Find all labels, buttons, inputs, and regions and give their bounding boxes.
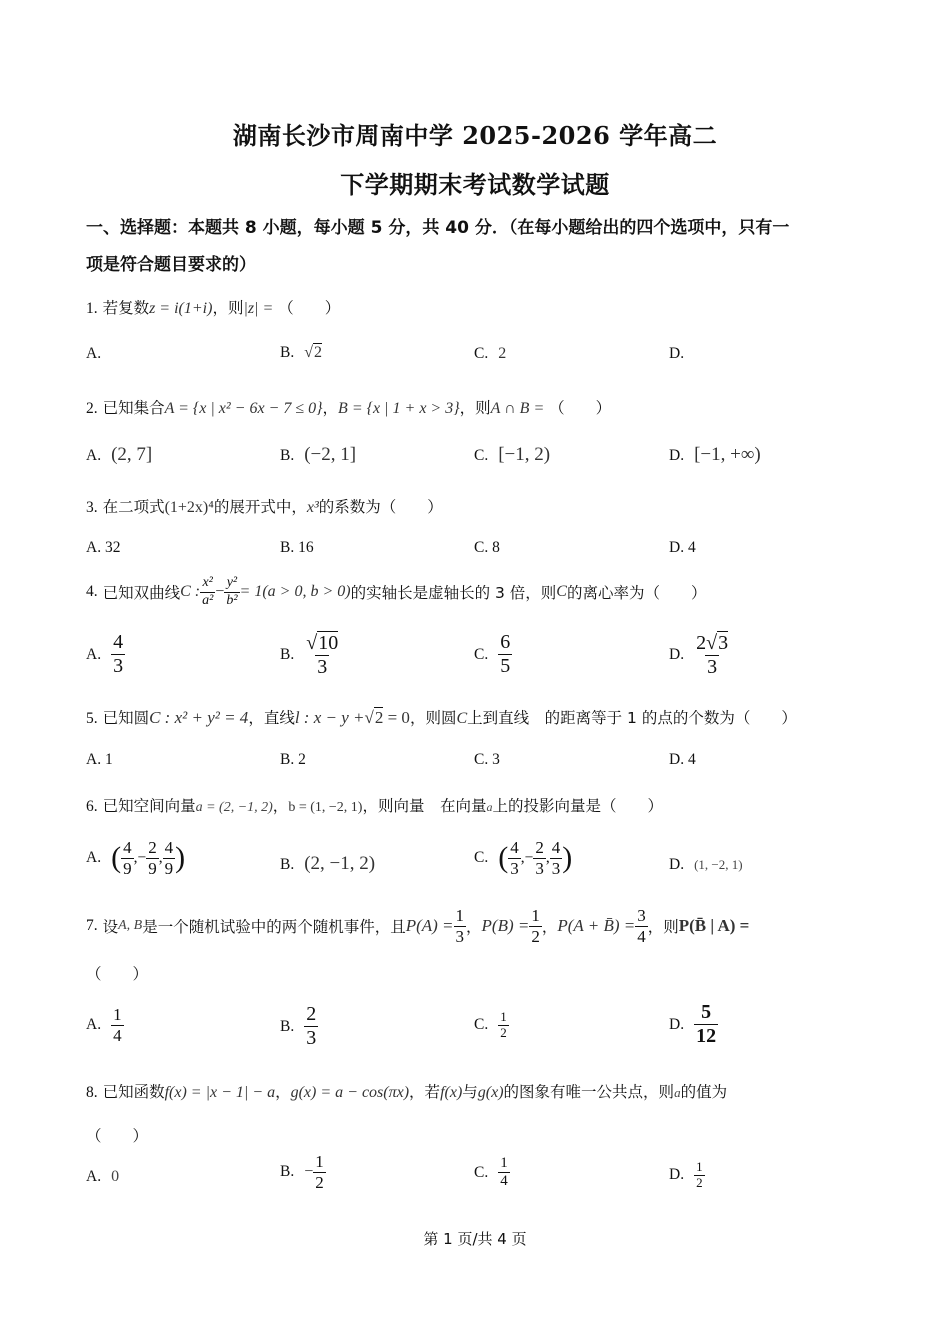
option-label: D. xyxy=(669,1166,685,1184)
math-expression: B = {x | 1 + x > 3} xyxy=(338,400,460,417)
question-text: 已知函数 xyxy=(102,1083,165,1101)
sqrt-value: 2 xyxy=(314,344,322,361)
question-number: 4. xyxy=(86,583,98,600)
option-label: B. xyxy=(280,646,295,663)
math-expression: P(B) = xyxy=(481,916,530,935)
question-7 xyxy=(86,906,749,946)
section-heading: 一、选择题：本题共 8 小题，每小题 5 分，共 40 分．（在每小题给出的四个选项中，只有一 xyxy=(86,218,790,238)
question-text: 与 xyxy=(462,1083,478,1101)
question-number: 5. xyxy=(86,710,98,727)
fraction-denominator: 2 xyxy=(500,1024,507,1040)
question-text: 已知双曲线 xyxy=(102,584,181,602)
fraction-denominator: 3 xyxy=(306,1027,317,1049)
question-text: 设 xyxy=(102,918,119,936)
fraction xyxy=(550,838,563,878)
math-operator: − xyxy=(304,1163,314,1181)
option-c: C. 8 xyxy=(474,539,500,556)
option-value: 0 xyxy=(111,1168,120,1185)
question-text: 的实轴长是虚轴长的 3 倍，则 xyxy=(350,584,557,602)
option-d xyxy=(669,444,761,466)
question-text: ， xyxy=(322,399,339,417)
option-d xyxy=(669,1160,705,1191)
option-label: A. xyxy=(86,849,102,867)
math-expression: P(A) = xyxy=(405,916,454,935)
answer-blank: （ ） xyxy=(278,299,341,317)
option-d xyxy=(669,345,694,363)
fraction xyxy=(111,1005,124,1045)
option-d: D. 4 xyxy=(669,751,696,768)
option-label: C. xyxy=(474,1016,489,1034)
fraction-denominator: 2 xyxy=(696,1174,703,1190)
option-b xyxy=(280,1003,318,1050)
fraction xyxy=(454,906,467,946)
math-expression: C xyxy=(456,710,468,727)
question-text: 是一个随机试验中的两个随机事件，且 xyxy=(142,918,406,936)
fraction xyxy=(508,838,521,878)
fraction-denominator: b² xyxy=(226,592,238,608)
math-expression: z = i(1+i) xyxy=(149,300,213,317)
option-a xyxy=(86,631,125,678)
option-label: C. xyxy=(474,345,489,362)
math-expression: g(x) xyxy=(477,1084,504,1101)
fraction-numerator: 4 xyxy=(551,838,561,857)
fraction-denominator: 2 xyxy=(531,926,540,946)
option-label: D. xyxy=(669,856,685,873)
fraction-denominator: 9 xyxy=(123,858,132,878)
answer-blank: （ ） xyxy=(549,399,612,417)
option-c xyxy=(474,444,550,466)
option-b: B. 2 xyxy=(280,751,306,768)
option-label: D. xyxy=(669,1015,685,1033)
option-b xyxy=(280,444,356,466)
option-b xyxy=(280,631,340,679)
option-d xyxy=(669,631,730,679)
option-label: C. xyxy=(474,1163,489,1181)
fraction-numerator: 1 xyxy=(315,1152,324,1171)
question-2 xyxy=(86,396,611,418)
question-7-answer-blank: （ ） xyxy=(86,965,149,983)
fraction-denominator: 12 xyxy=(696,1025,717,1047)
option-d xyxy=(669,1001,718,1048)
option-value: (2, −1, 2) xyxy=(304,853,376,874)
question-text: 的离心率为（ ） xyxy=(566,584,707,602)
question-5: 5. 已知圆C : x² + y² = 4，直线l : x − y +√2 = 0，则圆C上到直线 的距离等于 1 的点的个数为（ ） xyxy=(86,708,797,727)
question-number: 7. xyxy=(86,917,98,934)
option-label: C. xyxy=(474,447,489,464)
question-4 xyxy=(86,572,706,612)
option-c xyxy=(474,1155,510,1191)
option-label: C. xyxy=(474,645,489,663)
question-number: 8. xyxy=(86,1084,98,1101)
fraction-numerator: 4 xyxy=(510,838,519,857)
question-text: ，则圆 xyxy=(409,709,457,727)
question-text: ，直线 xyxy=(248,709,295,727)
fraction xyxy=(313,1152,326,1192)
math-expression: C xyxy=(556,583,567,600)
fraction-denominator: a² xyxy=(202,592,214,608)
fraction-denominator: 9 xyxy=(164,858,174,878)
option-value: (2, 7] xyxy=(111,444,153,465)
fraction-numerator: 4 xyxy=(123,838,132,857)
document-title-line2: 下学期期末考试数学试题 xyxy=(340,170,610,199)
question-text: 的展开式中， xyxy=(213,498,307,516)
question-number: 1. xyxy=(86,300,98,317)
fraction xyxy=(694,1001,718,1048)
fraction-numerator: 1 xyxy=(531,905,540,925)
option-a xyxy=(86,345,111,363)
math-expression: = 1(a > 0, b > 0) xyxy=(239,583,351,600)
question-1 xyxy=(86,296,340,318)
question-text: 的图象有唯一公共点，则 xyxy=(503,1083,675,1101)
fraction-denominator: 2 xyxy=(315,1172,324,1192)
question-text: 若复数 xyxy=(102,299,150,317)
fraction-numerator: 2 xyxy=(535,838,544,857)
question-text: 已知集合 xyxy=(102,399,165,417)
fraction-numerator: 2 xyxy=(306,1003,317,1025)
math-expression: f(x) xyxy=(440,1084,463,1101)
option-a xyxy=(86,1168,119,1186)
fraction xyxy=(498,1155,510,1191)
math-expression: a = (2, −1, 2) xyxy=(195,800,273,815)
fraction xyxy=(163,838,176,878)
question-8-answer-blank: （ ） xyxy=(86,1127,149,1145)
question-8 xyxy=(86,1080,727,1102)
fraction-denominator: 3 xyxy=(707,656,718,678)
document-title-line1: 湖南长沙市周南中学 2025-2026 学年高二 xyxy=(232,121,718,150)
question-3 xyxy=(86,495,443,517)
option-label: A. xyxy=(86,447,102,464)
fraction-numerator: 1 xyxy=(113,1005,122,1024)
option-label: B. xyxy=(280,344,295,361)
fraction-numerator: 3 xyxy=(637,905,646,925)
question-number: 6. xyxy=(86,798,98,815)
option-label: B. xyxy=(280,447,295,464)
option-d: D. 4 xyxy=(669,539,696,556)
math-expression: C : xyxy=(180,583,201,600)
fraction-denominator: 4 xyxy=(113,1025,122,1045)
math-expression: P(B̄ | A) = xyxy=(678,916,750,935)
math-expression: P(A + B̄) = xyxy=(557,916,636,935)
question-text: 的值为 xyxy=(680,1083,728,1101)
fraction xyxy=(533,838,546,878)
option-label: B. xyxy=(280,1017,295,1035)
fraction: $\frac{2√3}{3}$ xyxy=(696,632,729,678)
math-expression: A ∩ B = xyxy=(490,400,545,417)
option-label: B. xyxy=(280,1163,295,1181)
option-label: D. xyxy=(669,345,685,362)
math-expression: C : x² + y² = 4 xyxy=(149,708,249,727)
fraction xyxy=(529,906,542,946)
option-b xyxy=(280,853,375,875)
separator: ， xyxy=(541,918,558,936)
option-c xyxy=(474,345,506,363)
math-expression: b = (1, −2, 1) xyxy=(288,800,363,815)
question-text: 已知空间向量 xyxy=(102,797,196,815)
fraction xyxy=(146,838,159,878)
option-b: B. √2 xyxy=(280,344,322,361)
option-b xyxy=(280,1152,326,1192)
option-label: C. xyxy=(474,849,489,867)
fraction-denominator: 3 xyxy=(551,858,561,878)
fraction xyxy=(200,575,215,608)
math-operator: − xyxy=(215,583,225,600)
sqrt-value: 10 xyxy=(318,632,339,654)
option-d xyxy=(669,856,743,874)
option-label: A. xyxy=(86,1168,102,1185)
fraction-numerator: 4 xyxy=(113,631,124,653)
math-expression: l : x − y + xyxy=(294,708,365,727)
option-a: A. 1 xyxy=(86,751,113,768)
fraction xyxy=(111,631,125,678)
question-text: 上的投影向量是（ ） xyxy=(492,797,663,815)
page-footer: 第 1 页/共 4 页 xyxy=(423,1230,527,1248)
question-text: ， xyxy=(272,797,289,815)
fraction-numerator: x² xyxy=(202,575,213,591)
question-text: ，则向量 在向量 xyxy=(362,797,487,815)
fraction-numerator: 1 xyxy=(500,1009,507,1024)
option-a: A. ( $\frac{4}{9}$ ,− $\frac{2}{9}$ , $\frac{4}{9}$ ) xyxy=(86,838,186,878)
fraction-numerator: 4 xyxy=(164,838,174,857)
math-expression: = 0 xyxy=(387,708,410,727)
question-text: 已知圆 xyxy=(102,709,150,727)
question-text: ，则 xyxy=(212,299,244,317)
fraction xyxy=(304,1003,318,1050)
option-c: C. 3 xyxy=(474,751,500,768)
question-text: ， xyxy=(275,1083,291,1101)
fraction-denominator: 3 xyxy=(113,655,124,677)
math-expression: A = {x | x² − 6x − 7 ≤ 0} xyxy=(164,400,323,417)
fraction-denominator: 5 xyxy=(500,655,511,677)
math-expression: g(x) = a − cos(πx) xyxy=(290,1084,410,1101)
math-expression: A, B xyxy=(118,918,143,933)
option-label: B. xyxy=(280,856,295,873)
option-a xyxy=(86,444,152,466)
question-text: 在二项式 xyxy=(102,498,165,516)
fraction-numerator: 1 xyxy=(500,1155,508,1171)
fraction-denominator: 4 xyxy=(500,1173,508,1190)
option-label: A. xyxy=(86,345,102,362)
option-label: A. xyxy=(86,645,102,663)
option-label: D. xyxy=(669,447,685,464)
math-expression: a xyxy=(674,1085,681,1100)
fraction-denominator: 3 xyxy=(317,656,328,678)
option-a: A. 32 xyxy=(86,539,121,556)
option-value: (1, −2, 1) xyxy=(694,857,743,872)
fraction-numerator: 5 xyxy=(701,1001,712,1023)
fraction xyxy=(498,631,512,678)
fraction-denominator: 3 xyxy=(535,858,544,878)
fraction xyxy=(224,575,239,608)
option-value: (−2, 1] xyxy=(304,444,357,465)
option-value: [−1, +∞) xyxy=(694,444,761,465)
option-b: B. 16 xyxy=(280,539,314,556)
question-text: 上到直线 的距离等于 1 的点的个数为（ ） xyxy=(467,709,797,727)
question-number: 3. xyxy=(86,499,98,516)
option-c: C. ( $\frac{4}{3}$ ,− $\frac{2}{3}$ , $\frac{4}{3}$ ) xyxy=(474,838,573,878)
question-text: ，则 xyxy=(459,399,491,417)
option-label: A. xyxy=(86,1016,102,1034)
fraction-numerator: 1 xyxy=(696,1159,703,1174)
question-text: ，则 xyxy=(647,918,679,936)
separator: ， xyxy=(466,918,482,936)
math-expression: f(x) = |x − 1| − a xyxy=(164,1084,276,1101)
option-value: [−1, 2) xyxy=(498,444,551,465)
fraction-numerator: 2 xyxy=(148,838,157,857)
question-text: 的系数为（ ） xyxy=(318,498,443,516)
fraction xyxy=(694,1160,705,1191)
sqrt-value: 3 xyxy=(718,632,729,654)
fraction xyxy=(498,1010,509,1041)
fraction-denominator: 9 xyxy=(148,858,157,878)
question-6 xyxy=(86,794,663,816)
option-value: 2 xyxy=(498,345,507,362)
option-c xyxy=(474,631,512,678)
fraction xyxy=(635,906,648,946)
fraction-numerator: 1 xyxy=(455,905,465,925)
section-heading-cont: 项是符合题目要求的） xyxy=(86,255,256,275)
math-expression: x³ xyxy=(306,499,319,516)
fraction: $\frac{√10}{3}$ xyxy=(306,632,339,678)
fraction-numerator: 6 xyxy=(500,631,511,653)
question-text: ，若 xyxy=(409,1083,441,1101)
fraction xyxy=(121,838,134,878)
option-c xyxy=(474,1010,509,1041)
option-label: D. xyxy=(669,646,685,663)
question-number: 2. xyxy=(86,400,98,417)
fraction-denominator: 3 xyxy=(510,858,519,878)
option-a xyxy=(86,1005,124,1045)
fraction-denominator: 4 xyxy=(637,926,646,946)
math-expression: |z| = xyxy=(243,300,274,317)
fraction-numerator: y² xyxy=(226,575,238,591)
sqrt-value: 2 xyxy=(374,708,384,727)
fraction-numerator: 2 xyxy=(696,632,707,654)
math-expression: (1+2x)⁴ xyxy=(164,499,214,516)
fraction-denominator: 3 xyxy=(455,926,465,946)
math-expression: a xyxy=(486,800,493,814)
